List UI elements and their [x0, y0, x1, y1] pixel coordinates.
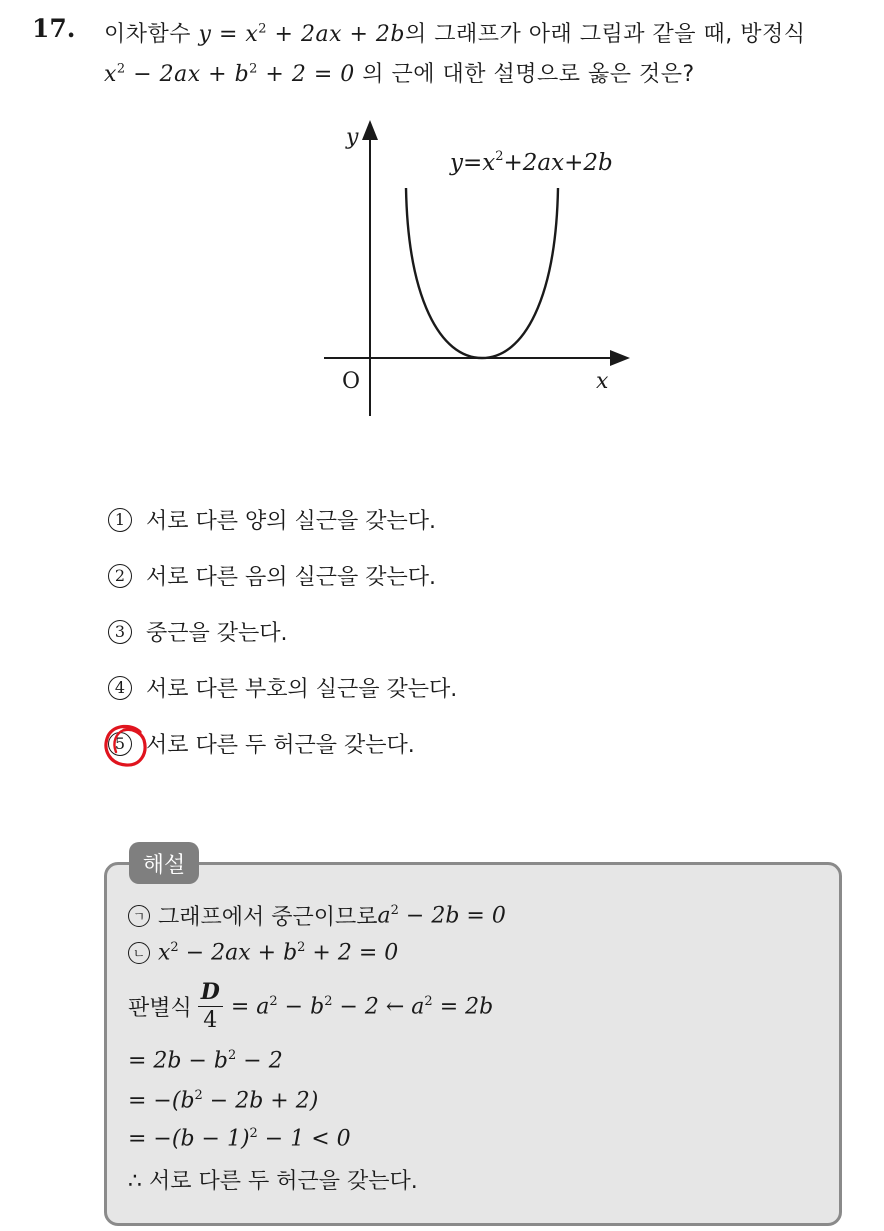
choice-number: 5: [108, 732, 132, 756]
question-line-1: [104, 17, 806, 48]
choice-4[interactable]: [108, 672, 457, 703]
solution-line-1: ㄱ 그래프에서 중근이므로 $a^2 - 2b = 0$: [128, 900, 506, 931]
choice-text: 서로 다른 음의 실근을 갖는다.: [146, 565, 436, 590]
function-expression: $y = x^2 + 2ax + 2b$: [198, 21, 406, 47]
solution-tag: 해설: [129, 842, 199, 884]
solution-line-5: = $-(b^2 - 2b + 2)$: [128, 1088, 319, 1114]
choice-5[interactable]: [108, 728, 415, 759]
discriminant-fraction: $\frac{D}{4}$: [198, 978, 223, 1035]
equation-expression: $x^2 - 2ax + b^2 + 2 = 0$: [104, 61, 355, 87]
question-text: 이차함수: [104, 22, 199, 47]
choice-text: 중근을 갖는다.: [146, 621, 288, 646]
choice-text: 서로 다른 부호의 실근을 갖는다.: [146, 677, 458, 702]
curve-label: $y=x^2+2ax+2b$: [450, 149, 613, 176]
bullet-giyeok: ㄱ: [128, 905, 150, 927]
parabola-graph: [320, 118, 640, 423]
y-axis-label: y: [346, 125, 359, 150]
question-text: 의 근에 대한 설명으로 옳은 것은?: [354, 62, 695, 87]
origin-label: O: [342, 369, 361, 394]
question-line-2: [104, 57, 695, 88]
choice-number: 2: [108, 564, 132, 588]
choice-3[interactable]: [108, 616, 288, 647]
solution-line-3: 판별식 $\frac{D}{4}$ = $a^2 - b^2 - 2$ ← $a^2 = 2b$: [128, 979, 494, 1033]
question-number: 17.: [32, 14, 76, 43]
solution-line-7: ∴ 서로 다른 두 허근을 갖는다.: [128, 1169, 418, 1194]
answer-mark-circle: [100, 720, 152, 772]
choice-1[interactable]: [108, 504, 436, 535]
choice-number: 4: [108, 676, 132, 700]
solution-line-4: = $2b - b^2 - 2$: [128, 1048, 283, 1074]
solution-line-6: = $-(b - 1)^2 - 1 < 0$: [128, 1126, 351, 1152]
choice-number: 1: [108, 508, 132, 532]
choice-number: 3: [108, 620, 132, 644]
x-axis-label: x: [596, 369, 609, 394]
solution-line-2: ㄴ $x^2 - 2ax + b^2 + 2 = 0$: [128, 940, 398, 965]
choice-text: 서로 다른 양의 실근을 갖는다.: [146, 509, 436, 534]
choice-text: 서로 다른 두 허근을 갖는다.: [146, 733, 415, 758]
question-text: 의 그래프가 아래 그림과 같을 때, 방정식: [405, 22, 806, 47]
choice-2[interactable]: [108, 560, 436, 591]
bullet-nieun: ㄴ: [128, 942, 150, 964]
parabola-curve: [406, 188, 558, 358]
